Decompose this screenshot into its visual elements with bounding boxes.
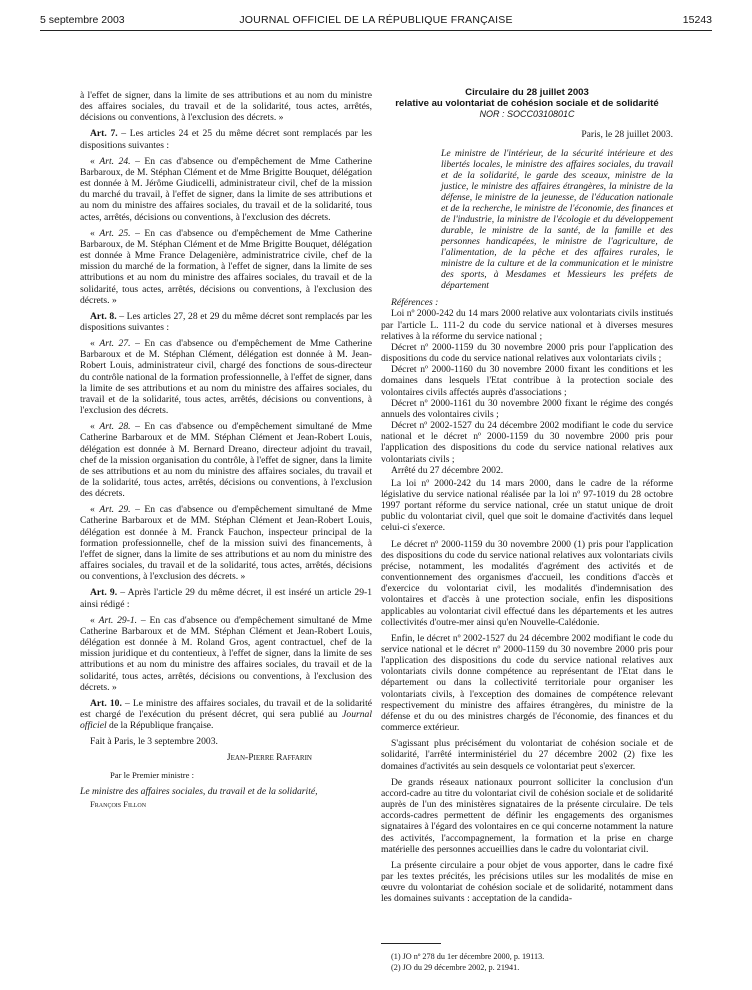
right-column (381, 87, 673, 909)
article-number: Art. 10. (90, 697, 122, 709)
article-28 (80, 421, 372, 499)
footnotes (391, 951, 544, 973)
reference-item: Décret nº 2000-1161 du 30 novembre 2000 fixant le régime des congés annuels des volontaires civils ; (381, 397, 673, 420)
paragraph: Le décret nº 2000-1159 du 30 novembre 2000 (1) pris pour l'application des dispositions du code du service national relatives aux volontariats civils précise, notamment, les modalités d'agrément des activités et de conventionnement des organismes d'accueil, les conditions d'accès et d'exercice du volontariat civil, les modalités d'indemnisation des volontaires et d'accès à une protection sociale, enfin les dispositions applicables au volontariat civil effectué dans les départements et les autres collectivités d'outre-mer ainsi qu'en Nouvelle-Calédonie. (381, 538, 673, 628)
minister-title: Le ministre des affaires sociales, du travail et de la solidarité, (80, 785, 318, 797)
article-10 (80, 698, 372, 731)
quote-mark: « (90, 155, 100, 167)
article-text: – Le ministre des affaires sociales, du travail et de la solidarité est chargé de l'exécution du présent décret, qui sera publié au (80, 697, 373, 720)
article-27 (80, 338, 372, 416)
left-column (80, 90, 372, 815)
nor-reference: NOR : SOCC0310801C (479, 109, 575, 119)
quote-mark: « (90, 504, 100, 516)
footnote-rule (381, 943, 441, 944)
article-text: – Les articles 27, 28 et 29 du même décret sont remplacés par les dispositions suivantes : (80, 310, 373, 333)
issue-date: 5 septembre 2003 (40, 14, 125, 26)
reference-item: Arrêté du 27 décembre 2002. (391, 464, 504, 476)
article-text: – En cas d'absence ou d'empêchement simultané de Mme Catherine Barbaroux et de MM. Stéphan Clément et Jean-Robert Louis, délégation est donnée à M. Bernard Dreano, directeur adjoint du travail, chef de la mission organisation du contrôle, à l'effet de signer, dans la limite de ses attributions et au nom du ministre des affaires sociales, du travail et de la solidarité, tous actes, arrêtés, décisions ou conventions, à l'exclusion des décrets. (80, 421, 372, 500)
article-29-1 (80, 615, 372, 693)
circular-subtitle: relative au volontariat de cohésion sociale et de solidarité (395, 98, 659, 109)
article-number: Art. 29-1. (98, 614, 138, 626)
quote-mark: « (90, 614, 99, 626)
article-text: – En cas d'absence ou d'empêchement simultané de Mme Catherine Barbaroux et de MM. Stéphan Clément et Jean-Robert Louis, délégation est donnée à M. Franck Fauchon, inspecteur principal de la formation professionnelle, chef de la mission suivi des financements, à l'effet de signer, dans la limite de ses attributions et au nom du ministre des affaires sociales, du travail et de la solidarité, tous actes, arrêtés, décisions ou conventions, à l'exclusion des décrets. » (80, 504, 372, 583)
paragraph: S'agissant plus précisément du volontariat de cohésion sociale et de solidarité, l'arrêté interministériel du 27 décembre 2002 (2) fixe les domaines d'activités au sein desquels ce volontariat peut s'exercer. (381, 738, 673, 772)
article-text: – En cas d'absence ou d'empêchement de Mme Catherine Barbaroux et de M. Stéphan Clément, délégation est donnée à M. Jean-Robert Louis, administrateur civil, chargé des fonctions de sous-directeur du contrôle national de la formation professionnelle, à l'effet de signer, dans la limite de ses attributions et au nom du ministre des affaires sociales, du travail et de la solidarité, tous actes, arrêtés, décisions ou conventions, à l'exclusion des décrets. (80, 338, 372, 417)
journal-title: JOURNAL OFFICIEL DE LA RÉPUBLIQUE FRANÇAISE (239, 14, 513, 26)
reference-item: Décret nº 2000-1159 du 30 novembre 2000 pris pour l'application des dispositions du code du service national relatives aux volontariats civils ; (381, 341, 673, 365)
article-number: Art. 29. (99, 504, 131, 516)
article-number: Art. 8. (90, 310, 117, 322)
article-text: – En cas d'absence ou d'empêchement de Mme Catherine Barbaroux, de M. Stéphan Clément et de Mme Brigitte Bouquet, délégation est donnée à M. Jérôme Giudicelli, administrateur civil, chef de la mission du marché du travail, à l'effet de signer, dans la limite de ses attributions et au nom du ministre des affaires sociales, du travail et de la solidarité, tous actes, arrêtés, décisions ou conventions, à l'exclusion des décrets. (80, 155, 372, 223)
article-8 (80, 311, 372, 333)
article-25 (80, 228, 372, 306)
article-number: Art. 25. (99, 227, 131, 239)
footnote-1: (1) JO nº 278 du 1er décembre 2000, p. 19113. (391, 952, 545, 961)
signing-place-date: Fait à Paris, le 3 septembre 2003. (90, 736, 218, 748)
page-number: 15243 (682, 14, 712, 26)
article-text: de la République française. (106, 720, 214, 732)
paragraph: La loi nº 2000-242 du 14 mars 2000, dans le cadre de la réforme législative du service national réalisée par la loi nº 97-1019 du 28 octobre 1997 portant réforme du service national, crée un statut unique de droit public du volontariat civil, quel que soit le domaine d'activités dans lequel celui-ci s'exerce. (381, 477, 673, 534)
article-text: – Après l'article 29 du même décret, il est inséré un article 29-1 ainsi rédigé : (80, 587, 373, 610)
article-7 (80, 128, 372, 150)
circular-title: Circulaire du 28 juillet 2003 (465, 87, 589, 98)
circular-place-date: Paris, le 28 juillet 2003. (581, 129, 673, 141)
page-header (40, 14, 712, 30)
footnote-2: (2) JO du 29 décembre 2002, p. 21941. (391, 963, 520, 972)
article-9 (80, 587, 372, 609)
minister-name: François Fillon (90, 798, 147, 809)
journal-reference: Journal officiel (80, 708, 372, 732)
header-rule (40, 30, 712, 31)
quote-mark: « (90, 421, 100, 433)
references-label: Références : (391, 297, 439, 309)
article-text: – En cas d'absence ou d'empêchement de Mme Catherine Barbaroux, de M. Stéphan Clément et de Mme Brigitte Bouquet, délégation est donnée à Mme France Delagenière, administratrice civile, chef de la mission du marché de la formation, à l'effet de signer, dans la limite de ses attributions et au nom du ministre des affaires sociales, du travail et de la solidarité, tous actes, arrêtés, décisions ou conventions, à l'exclusion des décrets. » (80, 227, 372, 306)
article-text: – Les articles 24 et 25 du même décret sont remplacés par les dispositions suivantes : (80, 128, 372, 151)
paragraph: Enfin, le décret nº 2002-1527 du 24 décembre 2002 modifiant le code du service national et le décret nº 2000-1159 du 30 novembre 2000 pris pour l'application des dispositions du code du service national relatives aux volontariats civils donne compétence au représentant de l'Etat dans le département ou dans la collectivité territoriale pour organiser les volontariats civils, à l'exception des domaines de compétence relevant respectivement du ministre des affaires étrangères, du ministre de la défense et du ou des ministres chargés de l'économie, des finances et du commerce extérieur. (381, 632, 673, 734)
addressees: Le ministre de l'intérieur, de la sécurité intérieure et des libertés locales, le ministre des affaires sociales, du travail et de la solidarité, le garde des sceaux, ministre de la justice, le ministre des affaires étrangères, la ministre de la défense, le ministre de la jeunesse, de l'éducation nationale et de la recherche, le ministre de l'économie, des finances et de l'industrie, la ministre de l'écologie et du développement durable, le ministre de la santé, de la famille et des personnes handicapées, le ministre de l'agriculture, de l'alimentation, de la pêche et des affaires rurales, le ministre de la culture et de la communication et le ministre des sports, à Mesdames et Messieurs les préfets de département (441, 148, 673, 292)
paragraph: De grands réseaux nationaux pourront solliciter la conclusion d'un accord-cadre au titre du volontariat civil de cohésion sociale et de solidarité auprès de l'un des ministères signataires de la présente circulaire. De tels accords-cadres permettent de définir les engagements des organismes signataires à l'égard des volontaires en ce qui concerne notamment la nature des activités, l'accompagnement, la formation et la prise en charge matérielle des personnes accueillies dans le cadre du volontariat civil. (381, 776, 673, 855)
article-number: Art. 7. (90, 128, 118, 140)
paragraph: La présente circulaire a pour objet de vous apporter, dans le cadre fixé par les textes précités, les précisions utiles sur les modalités de mise en œuvre du volontariat de cohésion sociale et de solidarité, notamment dans les domaines suivants : acceptation de la candida- (381, 859, 673, 905)
article-text: – En cas d'absence ou d'empêchement simultané de Mme Catherine Barbaroux et de MM. Stéphan Clément et Jean-Robert Louis, délégation est donnée à M. Roland Gros, agent contractuel, chef de la mission juridique et du contentieux, à l'effet de signer, dans la limite de ses attributions et au nom du ministre des affaires sociales, du travail et de la solidarité, tous actes, arrêtés, décisions ou conventions, à l'exclusion des décrets. » (80, 614, 373, 693)
article-number: Art. 27. (99, 338, 131, 350)
quote-mark: « (90, 227, 100, 239)
by-prime-minister: Par le Premier ministre : (110, 769, 195, 780)
signatory-name: Jean-Pierre Raffarin (226, 752, 312, 764)
reference-item: Décret nº 2002-1527 du 24 décembre 2002 modifiant le code du service national et le décret nº 2000-1159 du 30 novembre 2000 pris pour l'application des dispositions du code du service national relatives aux volontariats civils ; (381, 420, 673, 465)
paragraph: à l'effet de signer, dans la limite de ses attributions et au nom du ministre des affaires sociales, du travail et de la solidarité, tous actes, arrêtés, décisions ou conventions, à l'exclusion des décrets. » (80, 90, 372, 124)
quote-mark: « (90, 338, 100, 350)
article-29 (80, 504, 372, 582)
reference-item: Loi nº 2000-242 du 14 mars 2000 relative aux volontariats civils institués par l'article L. 111-2 du code du service national et à diverses mesures relatives à la réforme du service national ; (381, 308, 673, 342)
article-number: Art. 28. (99, 421, 131, 433)
article-number: Art. 9. (90, 587, 118, 599)
article-24 (80, 156, 372, 223)
reference-item: Décret nº 2000-1160 du 30 novembre 2000 fixant les conditions et les domaines dans lesquels l'Etat contribue à la protection sociale des volontaires civils affectés auprès d'associations ; (381, 364, 673, 398)
article-number: Art. 24. (99, 155, 131, 167)
